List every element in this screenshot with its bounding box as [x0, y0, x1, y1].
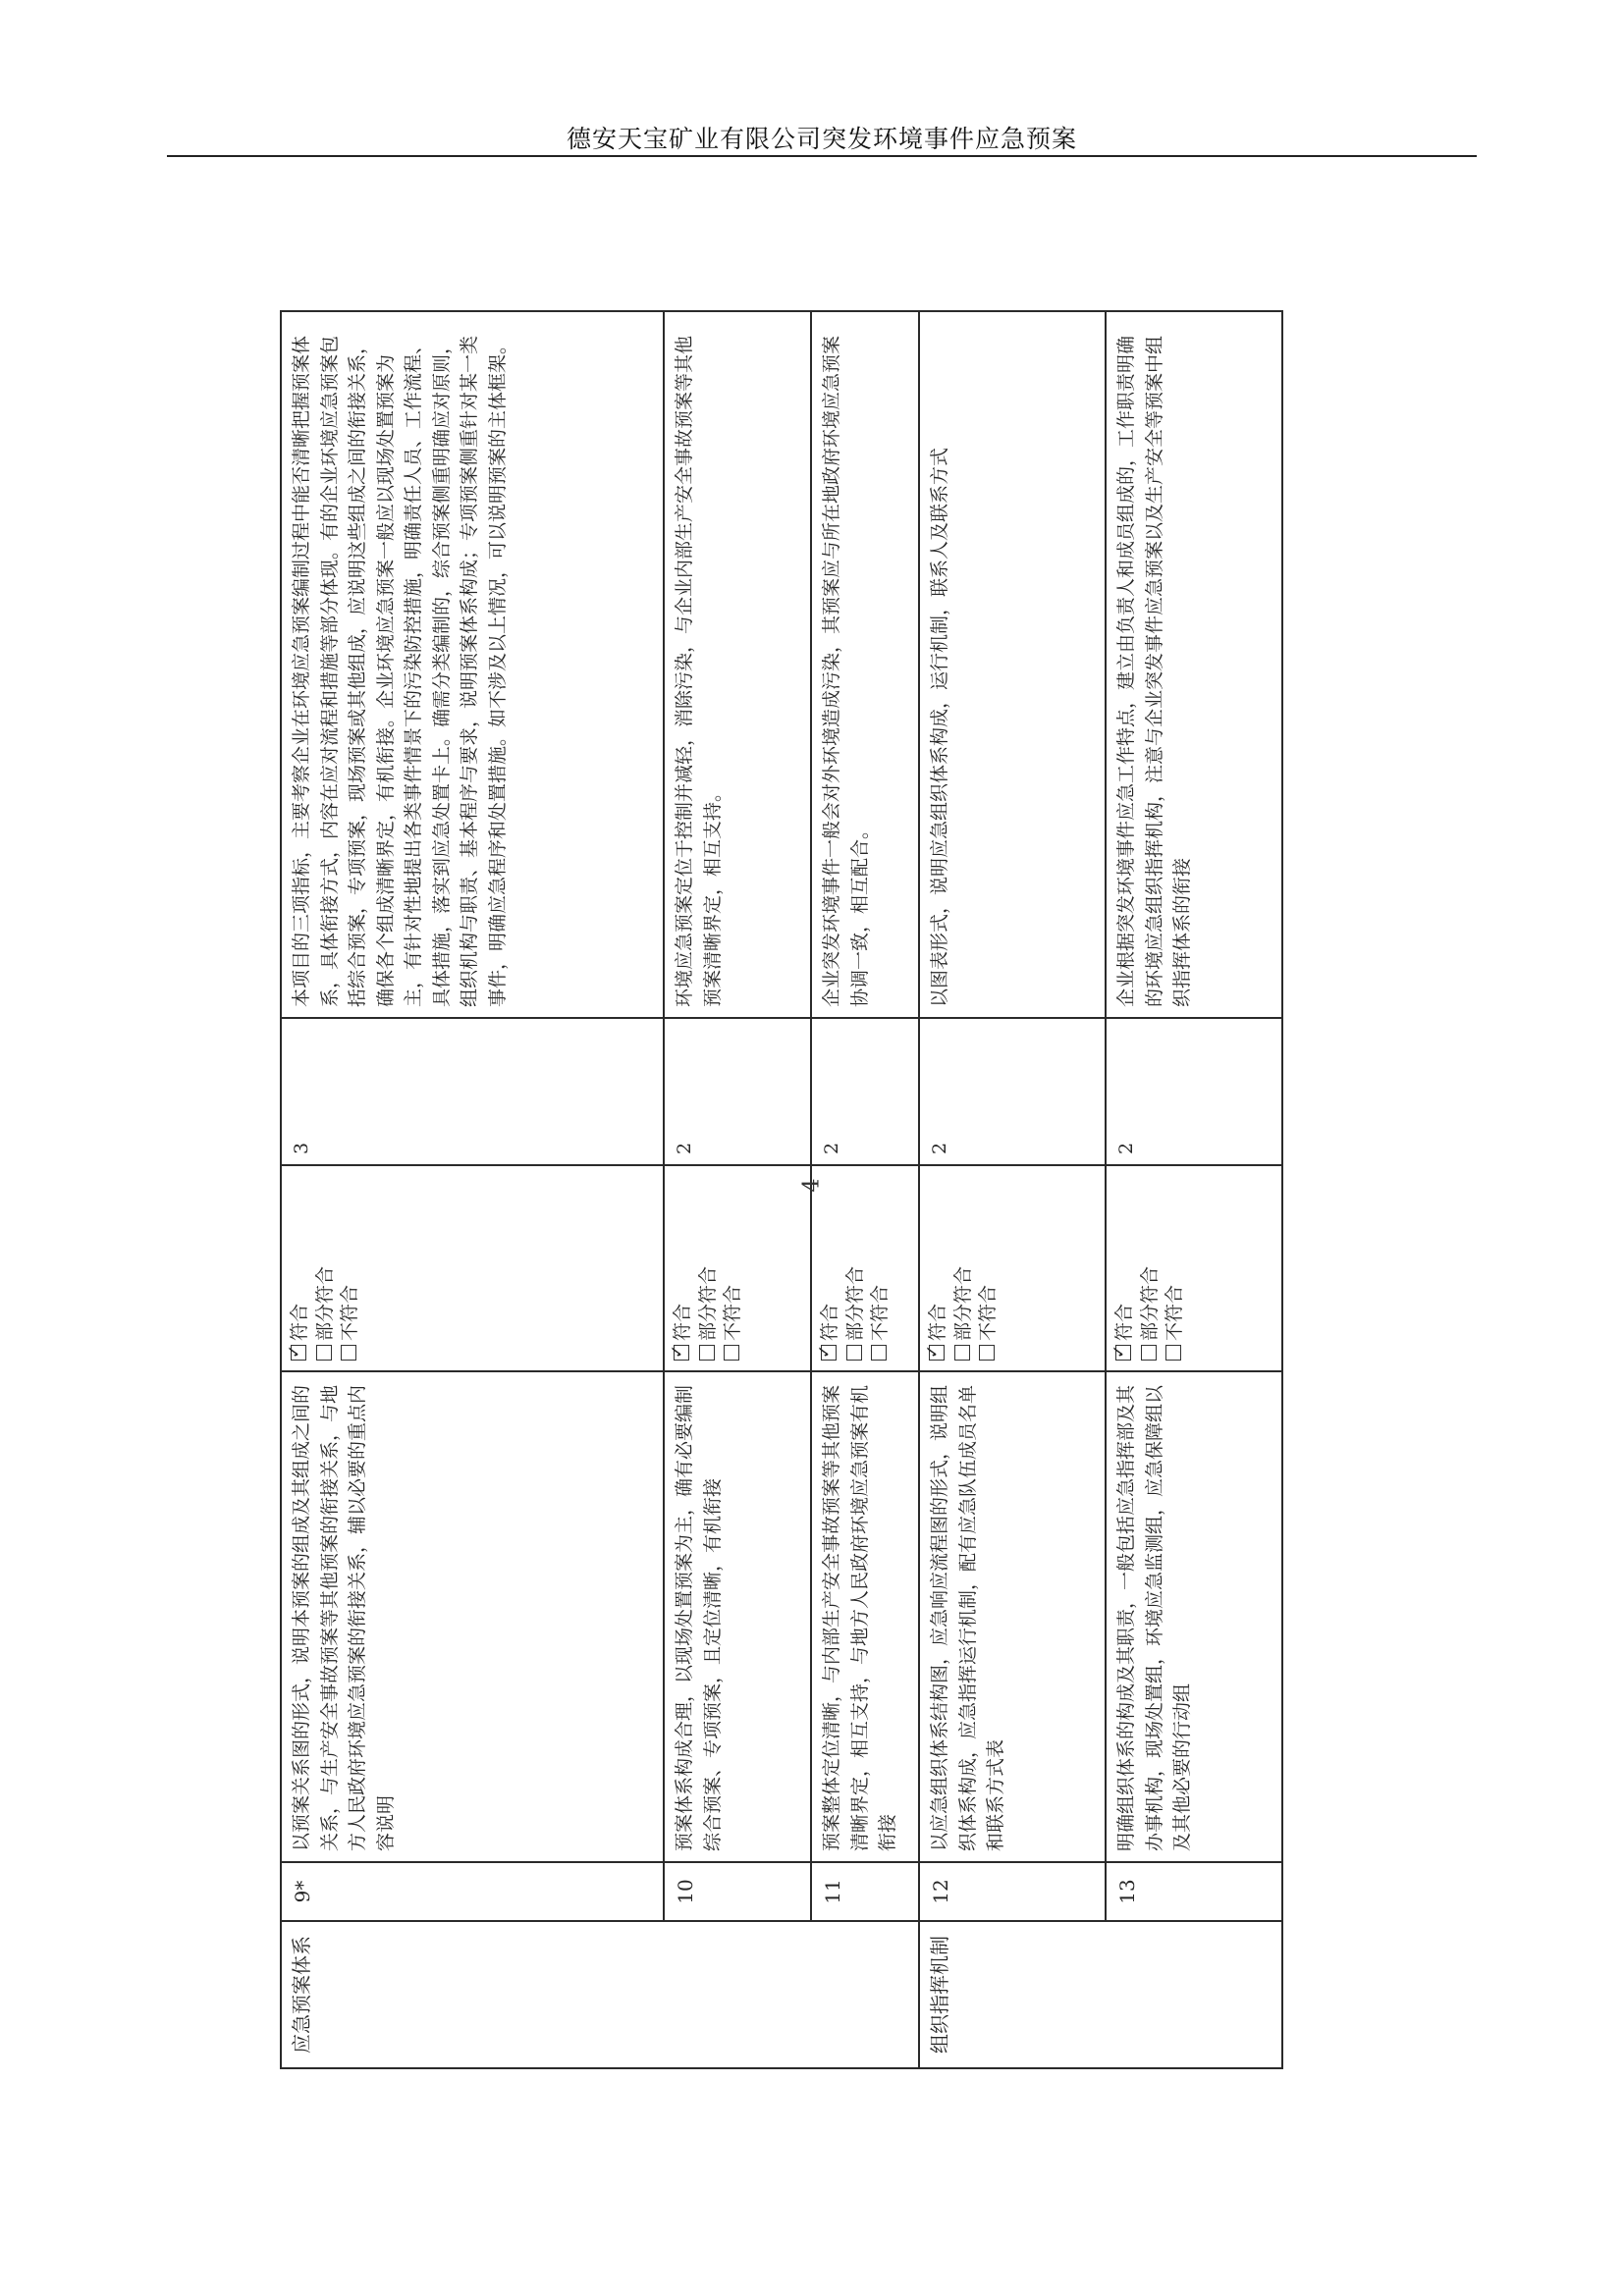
- checkbox-checked[interactable]: [674, 1345, 689, 1361]
- option-comply[interactable]: ✓符合: [926, 1176, 951, 1361]
- header-divider: [167, 155, 1477, 157]
- checkbox[interactable]: [316, 1345, 332, 1361]
- remark-cell: 本项目的三项指标，主要考察企业在环境应急预案编制过程中能否清晰把握预案体系，具体衔接方式，内容在应对流程和措施等部分体现。有的企业环境应急预案包括综合预案，专项预案，现场预案或其他组成，应说明这些组成之间的衔接关系，确保各个组成清晰界定，有机衔接。企业环境应急预案一般应以现场处置预案为主，有针对性地提出各类事件情景下的污染防控措施，明确责任人员、工作流程、具体措施，落实到应急处置卡上。确需分类编制的，综合预案侧重明确应对原则，组织机构与职责、基本程序与要求，说明预案体系构成；专项预案侧重针对某一类事件，明确应急程序和处置措施。如不涉及以上情况，可以说明预案的主体框架。: [281, 311, 664, 1018]
- remark-cell: 企业根据突发环境事件应急工作特点，建立由负责人和成员组成的，工作职责明确的环境应急组织指挥机构，注意与企业突发事件应急预案以及生产安全等预案中组织指挥体系的衔接: [1106, 311, 1282, 1018]
- score-cell: 2: [919, 1018, 1106, 1165]
- score-cell: 2: [1106, 1018, 1282, 1165]
- option-partial[interactable]: 部分符合: [696, 1176, 722, 1361]
- option-partial[interactable]: 部分符合: [1138, 1176, 1164, 1361]
- checkbox-checked[interactable]: [929, 1345, 945, 1361]
- row-number: 9*: [281, 1862, 664, 1921]
- row-number: 10: [664, 1862, 811, 1921]
- criteria-text: 以应急组织体系结构图，应急响应流程图的形式，说明组织体系构成，应急指挥运行机制，配有应急队伍成员名单和联系方式表: [919, 1371, 1106, 1862]
- option-partial[interactable]: 部分符合: [313, 1176, 339, 1361]
- option-partial[interactable]: 部分符合: [843, 1176, 869, 1361]
- checkbox[interactable]: [724, 1345, 739, 1361]
- criteria-text: 预案体系构成合理，以现场处置预案为主，确有必要编制综合预案、专项预案，且定位清晰，有机衔接: [664, 1371, 811, 1862]
- remark-cell: 环境应急预案定位于控制并减轻，消除污染，与企业内部生产安全事故预案等其他预案清晰界定，相互支持。: [664, 311, 811, 1018]
- criteria-text: 预案整体定位清晰，与内部生产安全事故预案等其他预案清晰界定，相互支持，与地方人民政府环境应急预案有机衔接: [811, 1371, 919, 1862]
- criteria-text: 以预案关系图的形式，说明本预案的组成及其组成之间的关系，与生产安全事故预案等其他预案的衔接关系，与地方人民政府环境应急预案的衔接关系，辅以必要的重点内容说明: [281, 1371, 664, 1862]
- checkbox-checked[interactable]: [291, 1345, 306, 1361]
- option-noncomply[interactable]: 不符合: [338, 1176, 363, 1361]
- checkbox[interactable]: [954, 1345, 970, 1361]
- checkbox-checked[interactable]: [1115, 1345, 1131, 1361]
- row-number: 11: [811, 1862, 919, 1921]
- option-noncomply[interactable]: 不符合: [868, 1176, 893, 1361]
- option-comply[interactable]: ✓符合: [1112, 1176, 1138, 1361]
- option-comply[interactable]: ✓符合: [288, 1176, 313, 1361]
- checkbox[interactable]: [1141, 1345, 1157, 1361]
- category-cell: 应急预案体系: [281, 1921, 919, 2068]
- row-number: 12: [919, 1862, 1106, 1921]
- criteria-text: 明确组织体系的构成及其职责，一般包括应急指挥部及其办事机构，现场处置组，环境应急监测组，应急保障组以及其他必要的行动组: [1106, 1371, 1282, 1862]
- checkbox[interactable]: [341, 1345, 356, 1361]
- checkbox[interactable]: [871, 1345, 887, 1361]
- checkbox[interactable]: [979, 1345, 995, 1361]
- score-cell: 2: [664, 1018, 811, 1165]
- page-number: 4: [799, 1178, 825, 1193]
- checkbox[interactable]: [846, 1345, 862, 1361]
- checkbox[interactable]: [699, 1345, 715, 1361]
- option-comply[interactable]: ✓符合: [818, 1176, 843, 1361]
- option-comply[interactable]: ✓符合: [671, 1176, 696, 1361]
- option-noncomply[interactable]: 不符合: [976, 1176, 1001, 1361]
- checkbox-checked[interactable]: [821, 1345, 837, 1361]
- option-partial[interactable]: 部分符合: [951, 1176, 977, 1361]
- score-cell: 3: [281, 1018, 664, 1165]
- remark-cell: 以图表形式，说明应急组织体系构成，运行机制，联系人及联系方式: [919, 311, 1106, 1018]
- row-number: 13: [1106, 1862, 1282, 1921]
- checkbox[interactable]: [1165, 1345, 1181, 1361]
- option-noncomply[interactable]: 不符合: [1163, 1176, 1188, 1361]
- remark-cell: 企业突发环境事件一般会对外环境造成污染，其预案应与所在地政府环境应急预案协调一致，相互配合。: [811, 311, 919, 1018]
- category-cell: 组织指挥机制: [919, 1921, 1282, 2068]
- document-header: 德安天宝矿业有限公司突发环境事件应急预案: [566, 125, 1077, 153]
- score-cell: 2: [811, 1018, 919, 1165]
- option-noncomply[interactable]: 不符合: [721, 1176, 746, 1361]
